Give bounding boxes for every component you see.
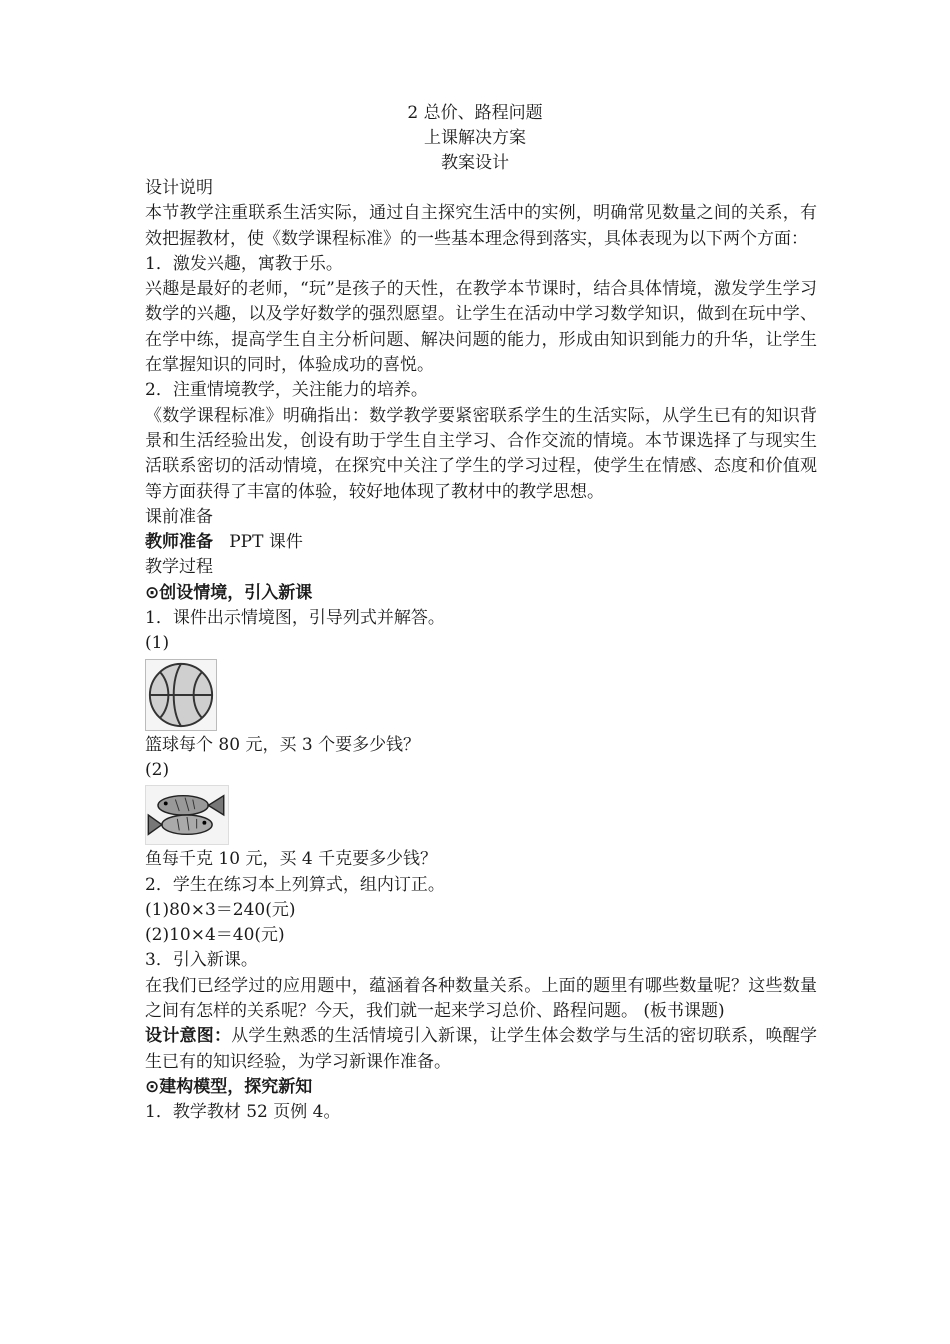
design-notes-intro: 本节教学注重联系生活实际，通过自主探究生活中的实例，明确常见数量之间的关系，有效把握教材，使《数学课程标准》的一些基本理念得到落实，具体表现为以下两个方面： [145, 203, 817, 249]
teacher-prep [145, 530, 817, 555]
step1: 1．课件出示情境图，引导列式并解答。 [145, 608, 445, 629]
document-body [145, 176, 817, 1126]
process-heading: 教学过程 [145, 557, 213, 578]
calc1: (1)80×3＝240(元) [145, 899, 296, 920]
teacher-prep-value: PPT 课件 [229, 532, 303, 553]
point1-title: 1．激发兴趣，寓教于乐。 [145, 253, 343, 274]
basketball-icon [145, 659, 217, 731]
fish-icon [145, 785, 229, 845]
item1-question: 篮球每个 80 元，买 3 个要多少钱？ [145, 734, 421, 755]
section-title: 教案设计 [441, 153, 509, 173]
design-notes-heading: 设计说明 [145, 178, 213, 198]
teacher-prep-label: 教师准备 [145, 532, 213, 553]
point2-body: 《数学课程标准》明确指出：数学教学要紧密联系学生的生活实际，从学生已有的知识背景和生活经验出发，创设有助于学生自主学习、合作交流的情境。本节课选择了与现实生活联系密切的活动情境，在探究中关注了学生的学习过程，使学生在情感、态度和价值观等方面获得了丰富的体验，较好地体现了教材中的教学思想。 [145, 405, 817, 502]
design-intent [145, 1024, 817, 1075]
section1-title: ⊙创设情境，引入新课 [145, 582, 313, 603]
item1-label: (1) [145, 633, 170, 654]
section2-title: ⊙建构模型，探究新知 [145, 1076, 313, 1097]
point2-title: 2．注重情境教学，关注能力的培养。 [145, 380, 428, 401]
point1-body: 兴趣是最好的老师，“玩”是孩子的天性，在教学本节课时，结合具体情境，激发学生学习数学的兴趣，以及学好数学的强烈愿望。让学生在活动中学习数学知识，做到在玩中学、在学中练，提高学生自主分析问题、解决问题的能力，形成由知识到能力的升华，让学生在掌握知识的同时，体验成功的喜悦。 [145, 279, 817, 376]
step3-body: 在我们已经学过的应用题中，蕴涵着各种数量关系。上面的题里有哪些数量呢？这些数量之间有怎样的关系呢？今天，我们就一起来学习总价、路程问题。 (板书课题) [145, 975, 817, 1022]
design-intent-label: 设计意图： [145, 1026, 232, 1047]
calc2: (2)10×4＝40(元) [145, 925, 285, 946]
design-intent-body: 从学生熟悉的生活情境引入新课，让学生体会数学与生活的密切联系，唤醒学生已有的知识经验，为学习新课作准备。 [145, 1026, 818, 1072]
item2-question: 鱼每千克 10 元，买 4 千克要多少钱？ [145, 849, 438, 870]
document-subtitle: 上课解决方案 [424, 128, 526, 148]
item2-label: (2) [145, 759, 170, 780]
step3: 3．引入新课。 [145, 950, 258, 971]
preparation-heading: 课前准备 [145, 506, 213, 527]
step2: 2．学生在练习本上列算式，组内订正。 [145, 874, 445, 895]
document-title: 2 总价、路程问题 [407, 103, 543, 123]
step4: 1．教学教材 52 页例 4。 [145, 1102, 341, 1123]
